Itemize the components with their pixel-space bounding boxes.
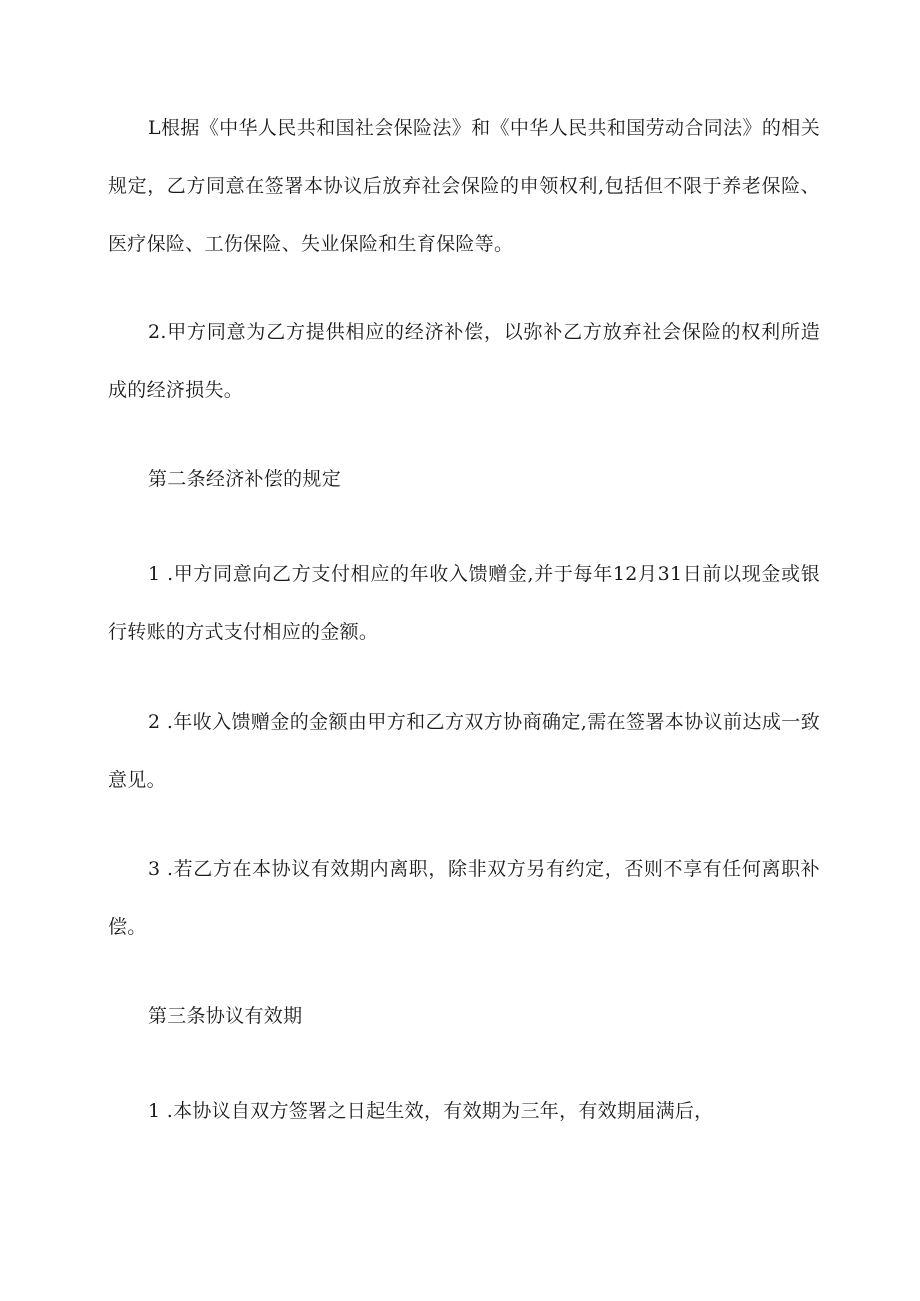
paragraph-economic-compensation: 2.甲方同意为乙方提供相应的经济补偿，以弥补乙方放弃社会保险的权利所造成的经济损失。 — [108, 321, 820, 401]
paragraph-agreement-validity: 1 .本协议自双方签署之日起生效，有效期为三年，有效期届满后， — [148, 1100, 714, 1122]
heading-article-2: 第二条经济补偿的规定 — [148, 468, 342, 490]
heading-article-3: 第三条协议有效期 — [148, 1005, 303, 1027]
paragraph-annual-gift-payment: 1 .甲方同意向乙方支付相应的年收入馈赠金,并于每年12月31日前以现金或银行转账的方式支付相应的金额。 — [108, 563, 820, 643]
paragraph-social-insurance-waiver: L根据《中华人民共和国社会保险法》和《中华人民共和国劳动合同法》的相关规定，乙方同意在签署本协议后放弃社会保险的申领权利,包括但不限于养老保险、医疗保险、工伤保险、失业保险和生育保险等。 — [108, 117, 820, 255]
paragraph-gift-amount-negotiation: 2 .年收入馈赠金的金额由甲方和乙方双方协商确定,需在签署本协议前达成一致意见。 — [108, 711, 820, 791]
paragraph-resignation-clause: 3 .若乙方在本协议有效期内离职，除非双方另有约定，否则不享有任何离职补偿。 — [108, 858, 820, 938]
